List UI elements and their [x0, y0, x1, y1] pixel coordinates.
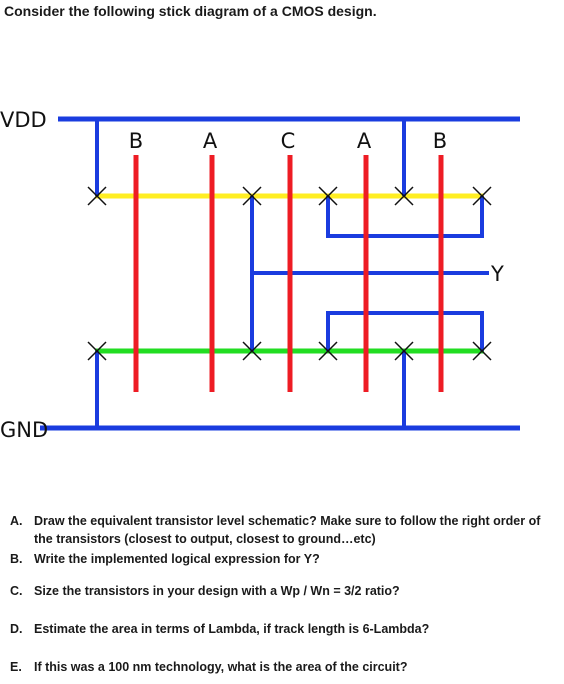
input-label-2: A: [202, 129, 218, 153]
input-label-3: C: [280, 129, 296, 153]
vdd-label: VDD: [0, 108, 47, 132]
question-list: [10, 512, 560, 676]
question-letter: D.: [10, 622, 23, 636]
question-text: Estimate the area in terms of Lambda, if track length is 6-Lambda?: [34, 622, 430, 636]
gnd-label: GND: [0, 418, 49, 442]
problem-header: Consider the following stick diagram of a CMOS design.: [4, 3, 377, 19]
question-letter: E.: [10, 660, 22, 674]
question-d: [10, 620, 560, 638]
pmos-jumper-wire: [328, 196, 482, 236]
nmos-jumper-wire: [328, 313, 482, 351]
question-text: Size the transistors in your design with a Wp / Wn = 3/2 ratio?: [34, 584, 400, 598]
question-letter: B.: [10, 552, 23, 566]
question-text: Draw the equivalent transistor level schematic? Make sure to follow the right order of the transistors (closest to output, closest to ground…etc): [34, 514, 541, 546]
question-letter: C.: [10, 584, 23, 598]
input-label-4: A: [356, 129, 372, 153]
question-text: If this was a 100 nm technology, what is the area of the circuit?: [34, 660, 408, 674]
question-b: [10, 550, 560, 568]
output-label: Y: [491, 262, 504, 286]
input-label-5: B: [432, 129, 448, 153]
question-letter: A.: [10, 514, 23, 528]
question-text: Write the implemented logical expression for Y?: [34, 552, 320, 566]
question-e: [10, 658, 560, 676]
question-a: [10, 512, 560, 548]
input-label-1: B: [128, 129, 144, 153]
question-c: [10, 582, 560, 600]
